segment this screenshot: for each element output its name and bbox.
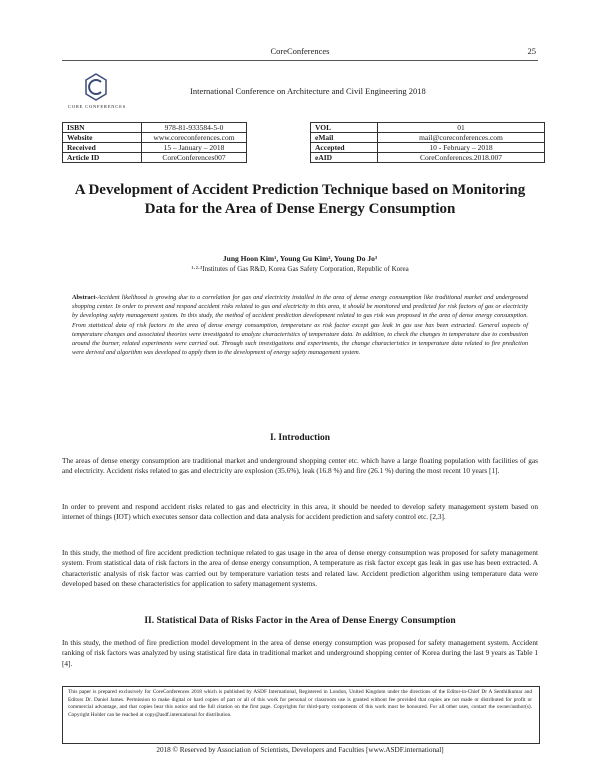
meta-row-isbn: ISBN 978-81-933584-5-0 bbox=[63, 123, 247, 133]
meta-row-received: Received 15 – January – 2018 bbox=[63, 143, 247, 153]
meta-row-email: eMail mail@coreconferences.com bbox=[311, 133, 545, 143]
intro-paragraph-2: In order to prevent and respond accident risks related to gas and electricity in this area, it should be needed to develop safety management system based on internet of things (IOT) which executes sensor data collection and data analysis for accident prediction and safety control etc. [2,3]. bbox=[62, 502, 538, 522]
meta-row-website: Website www.coreconferences.com bbox=[63, 133, 247, 143]
abstract-label: Abstract- bbox=[72, 294, 98, 301]
meta-row-article-id: Article ID CoreConferences007 bbox=[63, 153, 247, 163]
footer-copyright: 2018 © Reserved by Association of Scientists, Developers and Faculties [www.ASDF.international] bbox=[156, 746, 444, 754]
article-meta-table-right bbox=[310, 122, 545, 163]
page-number: 25 bbox=[527, 46, 536, 56]
paper-affiliation: ¹·²·³Institutes of Gas R&D, Korea Gas Safety Corporation, Republic of Korea bbox=[191, 265, 409, 273]
meta-row-eaid: eAID CoreConferences.2018.007 bbox=[311, 153, 545, 163]
paper-title: A Development of Accident Prediction Technique based on Monitoring Data for the Area of Dense Energy Consumption bbox=[74, 182, 526, 217]
abstract bbox=[72, 293, 528, 357]
header-rule bbox=[62, 60, 538, 61]
article-meta-table-left bbox=[62, 122, 247, 163]
section-heading-introduction: I. Introduction bbox=[269, 433, 330, 443]
meta-row-vol: VOL 01 bbox=[311, 123, 545, 133]
paper-authors: Jung Hoon Kim¹, Young Gu Kim², Young Do Jo³ bbox=[222, 254, 378, 263]
running-header-title: CoreConferences bbox=[270, 46, 330, 56]
intro-paragraph-3: In this study, the method of fire accident prediction technique related to gas usage in the area of dense energy consumption was proposed for safety management system. From statistical data of risk factors in the area of dense energy consumption, A temperature as risk factor except gas leak in gas use has been extracted. A characteristic analysis of risk factor was carried out by temperature variation tests and related law. Accident prediction algorithm using temperature data were developed based on these characteristics for application to safety management systems. bbox=[62, 548, 538, 589]
conference-name: International Conference on Architecture and Civil Engineering 2018 bbox=[190, 86, 426, 96]
abstract-text: Accident likelihood is growing due to a correlation for gas and electricity installed in the area of dense energy consumption like traditional market and underground shopping center. In order to prevent and respond accident risks related to gas and electricity in this area, it should be monitored and predicted for risk factors of gas or electricity by developing safety management system. In this study, the method of accident prediction development related to gas risk was proposed in the area of dense energy consumption. From statistical data of risk factors in the area of dense energy consumption, temperature as risk factor except gas leak in gas use has been extracted. General aspects of temperature changes and associated theories were investigated to analyze characteristics of temperature data. In addition, to check the changes in temperature due to combustion around the burner, related experiments were carried out. Through such investigations and experiments, the change characteristics in temperature data related to fire prediction were derived and algorithm was developed to apply them to the development of energy safety management system. bbox=[72, 294, 528, 357]
logo-wordmark: CORE CONFERENCES bbox=[68, 104, 126, 109]
intro-paragraph-1: The areas of dense energy consumption are traditional market and underground shopping center etc. which have a large floating population with facilities of gas and electricity. Accident risks related to gas and electricity are explosion (35.6%), leak (16.8 %) and fire (26.1 %) during the most recent 10 years [1]. bbox=[62, 456, 538, 476]
section2-paragraph-1: In this study, the method of fire prediction model development in the area of dense energy consumption was proposed for safety management system. Accident ranking of risk factors was analyzed by using statistical fire data in traditional market and underground shopping center of Korea during the last 9 years as Table 1 [4]. bbox=[62, 638, 538, 668]
section-heading-statistical-data: II. Statistical Data of Risks Factor in the Area of Dense Energy Consumption bbox=[144, 616, 456, 626]
meta-row-accepted: Accepted 10 - February – 2018 bbox=[311, 143, 545, 153]
footer-notice: This paper is prepared exclusively for CoreConferences 2018 which is published by ASDF International, Registered in London, United Kingdom under the directions of the Editor-in-Chief Dr A Senthilkumar and Editors Dr. Daniel James. Permission to make digital or hard copies of part or all of this work for personal or classroom use is granted without fee provided that copies are not made or distributed for profit or commercial advantage, and that copies bear this notice and the full citation on the first page. Copyrights for third-party components of this work must be honoured. For all other uses, contact the owner/author(s). Copyright Holder can be reached at copy@asdf.international for distribution. bbox=[68, 689, 532, 718]
